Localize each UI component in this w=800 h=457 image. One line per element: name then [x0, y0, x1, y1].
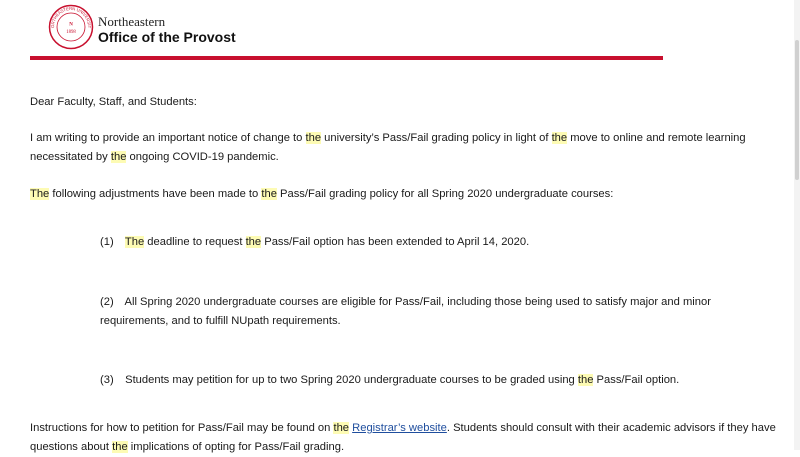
svg-text:N: N [69, 22, 73, 28]
letterhead-rule [30, 56, 663, 60]
university-seal-icon [48, 4, 94, 50]
intro-paragraph: I am writing to provide an important notice of change to the university’s Pass/Fail grading policy in light of the move to online and remote learning necessitated by the ongoing COVID-19 pandemic. [30, 132, 746, 163]
svg-text:NORTHEASTERN UNIVERSITY: ORTHEASTERN UNIVERSIT [49, 5, 93, 29]
registrar-website-link[interactable]: Registrar’s website [352, 422, 447, 434]
adjustments-paragraph: The following adjustments have been made to the Pass/Fail grading policy for all Spring 2020 undergraduate courses: [30, 188, 614, 200]
salutation: Dear Faculty, Staff, and Students: [30, 96, 197, 108]
organization-name: Northeastern [98, 14, 166, 29]
svg-text:1898: 1898 [66, 30, 76, 35]
letterhead [48, 4, 668, 54]
list-item-2: (2) All Spring 2020 undergraduate courses are eligible for Pass/Fail, including those being used to satisfy major and minor requirements, and to fulfill NUpath requirements. [100, 296, 711, 327]
list-item-1: (1) The deadline to request the Pass/Fail option has been extended to April 14, 2020. [100, 236, 530, 248]
scrollbar-thumb[interactable] [795, 40, 799, 180]
office-name: Office of the Provost [98, 29, 236, 45]
instructions-paragraph: Instructions for how to petition for Pass/Fail may be found on the Registrar’s website. Students should consult with their academic advisors if they have questions about the implications of opting for Pass/Fail grading. [30, 422, 776, 453]
list-item-3: (3) Students may petition for up to two Spring 2020 undergraduate courses to be graded using the Pass/Fail option. [100, 374, 680, 386]
